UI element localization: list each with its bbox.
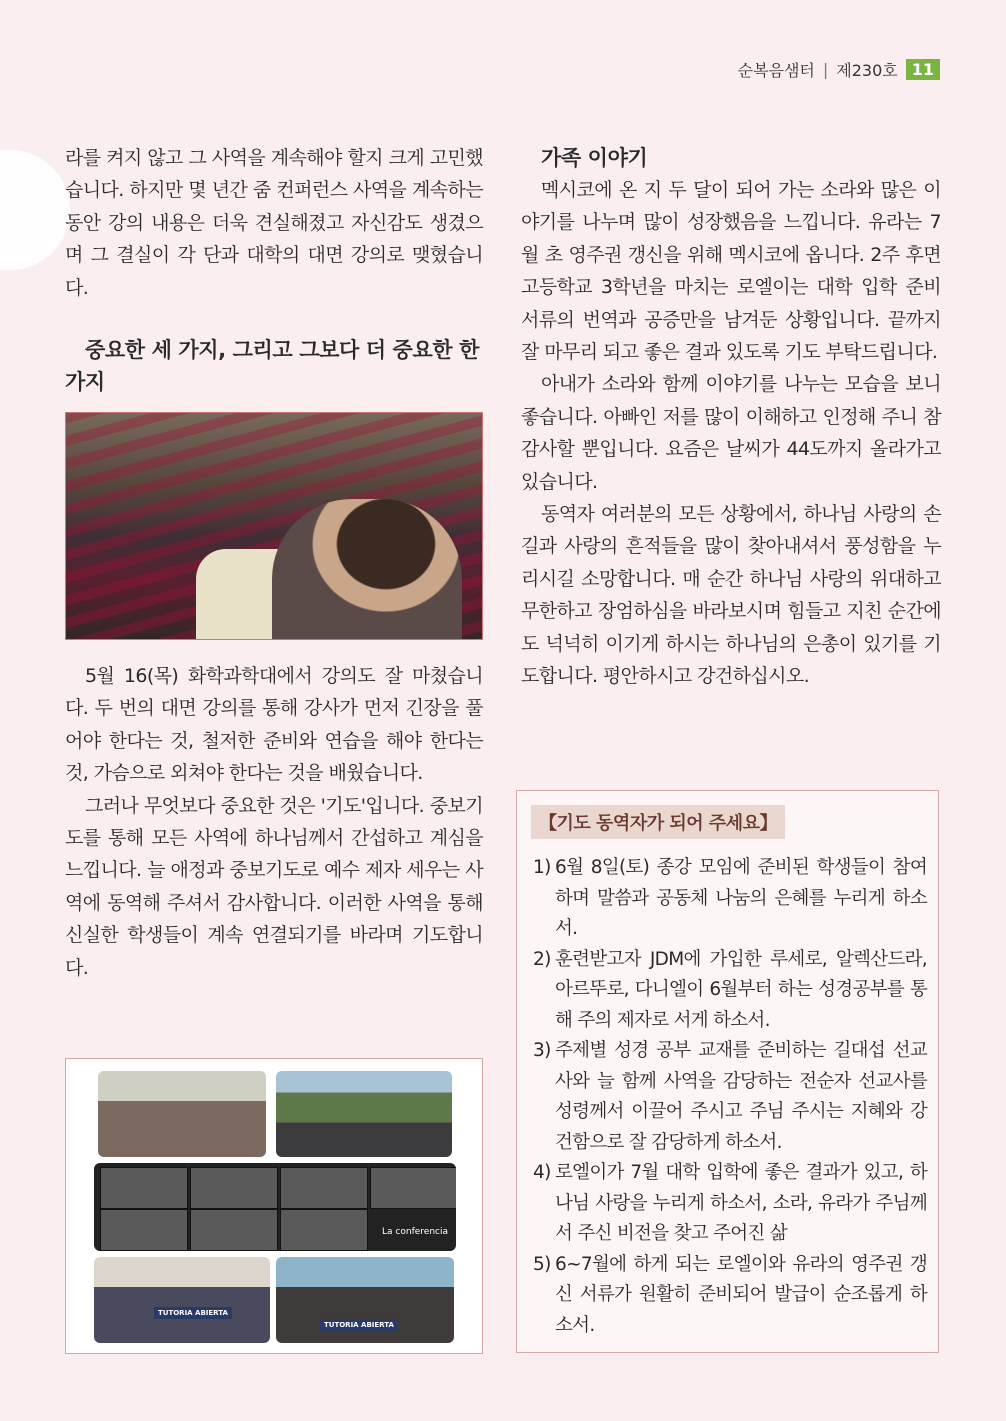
page-header [738,58,940,81]
right-column [521,142,941,693]
group-photo-indoor [98,1071,266,1157]
zoom-conference-photo [94,1163,456,1251]
prayer-item: 4) 로엘이가 7월 대학 입학에 좋은 결과가 있고, 하나님 사랑을 누리게 하소서, 소라, 유라가 주님께서 주신 비전을 찾고 주어진 삶 [533,1162,927,1244]
header-separator: | [822,60,829,79]
left-paragraph-3: 그러나 무엇보다 중요한 것은 '기도'입니다. 중보기도를 통해 모든 사역에 하나님께서 간섭하고 계심을 느낍니다. 늘 애정과 중보기도로 예수 제자 세우는 사역에 동역해 주셔서 감사합니다. 이러한 사역을 통해 신실한 학생들이 계속 연결되기를 바라며 기도합니다. [65,794,483,979]
publication-name: 순복음샘터 [737,61,815,80]
right-paragraph-3: 동역자 여러분의 모든 상황에서, 하나님 사랑의 손길과 사랑의 흔적들을 많이 찾아내셔서 풍성함을 누리시길 소망합니다. 매 순간 하나님 사랑의 위대하고 무한하고 장엄하심을 바라보시며 힘들고 지친 순간에도 넉넉히 이기게 하시는 하나님의 은총이 있기를 기도합니다. 평안하시고 강건하십시오. [521,503,941,688]
family-heading: 가족 이야기 [541,146,648,170]
prayer-item: 2) 훈련받고자 JDM에 가입한 루세로, 알렉산드라, 아르뚜로, 다니엘이 6월부터 하는 성경공부를 통해 주의 제자로 서게 하소서. [533,948,927,1031]
tutoria-photo-1 [94,1257,270,1343]
right-paragraph-1: 멕시코에 온 지 두 달이 되어 가는 소라와 많은 이야기를 나누며 많이 성장했음을 느낍니다. 유라는 7월 초 영주권 갱신을 위해 멕시코에 옵니다. 2주 후면 고등학교 3학년을 마치는 로엘이는 대학 입학 준비 서류의 번역과 공증만을 남겨둔 상황입니다. 끝까지 잘 마무리 되고 좋은 결과 있도록 기도 부탁드립니다. [521,179,941,364]
section-heading: 중요한 세 가지, 그리고 그보다 더 중요한 한 가지 [65,338,480,395]
tutoria-photo-2 [276,1257,454,1343]
lecture-hall-photo [65,412,483,640]
heart-decoration [0,150,70,270]
left-paragraph-2: 5월 16(목) 화학과학대에서 강의도 잘 마쳤습니다. 두 번의 대면 강의를 통해 강사가 먼저 긴장을 풀어야 한다는 것, 철저한 준비와 연습을 해야 한다는 것, 가슴으로 외쳐야 한다는 것을 배웠습니다. [65,665,483,785]
conference-label: La conferencia [382,1227,448,1237]
right-paragraph-2: 아내가 소라와 함께 이야기를 나누는 모습을 보니 좋습니다. 아빠인 저를 많이 이해하고 인정해 주니 참 감사할 뿐입니다. 요즘은 날씨가 44도까지 올라가고 있습니다. [521,373,941,493]
tutoria-sign-2: TUTORIA ABIERTA [320,1319,398,1331]
issue-number: 제230호 [836,61,898,80]
prayer-request-box [516,790,939,1353]
group-photo-outdoor [276,1071,452,1157]
prayer-item: 1) 6월 8일(토) 종강 모임에 준비된 학생들이 참여하며 말씀과 공동체 나눔의 은혜를 누리게 하소서. [533,857,927,939]
photo-collage [65,1058,483,1354]
prayer-item: 3) 주제별 성경 공부 교재를 준비하는 길대섭 선교사와 늘 함께 사역을 감당하는 전순자 선교사를 성령께서 이끌어 주시고 주님 주시는 지혜와 강건함으로 잘 감당하게 하소서. [533,1040,927,1153]
page-number: 11 [906,59,940,80]
left-paragraph-1: 라를 켜지 않고 그 사역을 계속해야 할지 크게 고민했습니다. 하지만 몇 년간 줌 컨퍼런스 사역을 계속하는 동안 강의 내용은 더욱 견실해졌고 자신감도 생겼으며 그 결실이 각 단과 대학의 대면 강의로 맺혔습니다. [65,147,483,299]
prayer-title: 【기도 동역자가 되어 주세요】 [531,805,785,839]
prayer-item: 5) 6~7월에 하게 되는 로엘이와 유라의 영주권 갱신 서류가 원활히 준비되어 발급이 순조롭게 하소서. [533,1253,927,1336]
prayer-list [533,853,927,1341]
woman-figure [272,499,462,640]
left-column [65,142,483,984]
tutoria-sign-1: TUTORIA ABIERTA [154,1307,232,1319]
